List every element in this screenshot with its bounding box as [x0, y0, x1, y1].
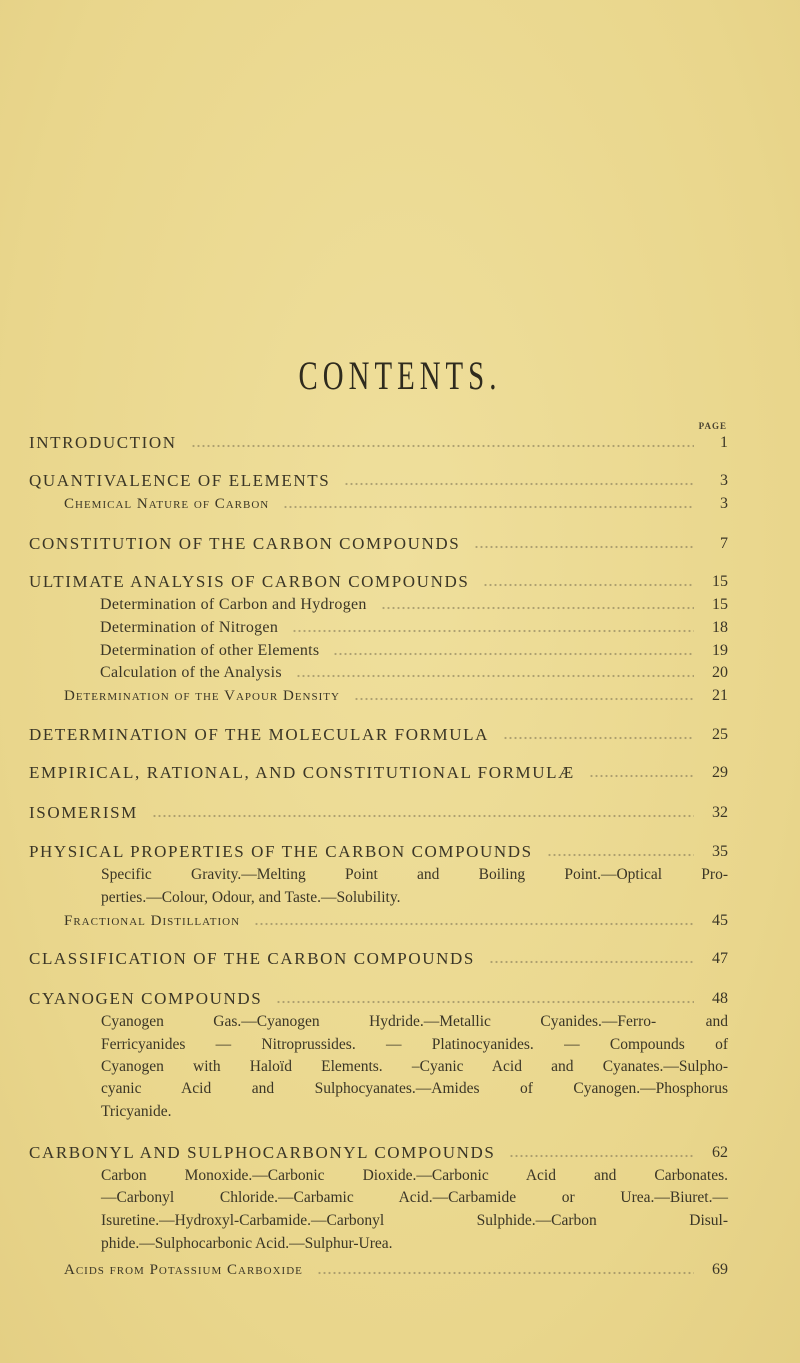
toc-entry-title: Acids from Potassium Carboxide — [64, 1262, 303, 1278]
toc-entry-description-line: Tricyanide. — [101, 1103, 172, 1120]
dot-leader — [317, 1270, 694, 1276]
dot-leader — [547, 852, 694, 858]
toc-entry — [29, 948, 728, 970]
dot-leader — [254, 921, 694, 927]
dot-leader — [354, 696, 694, 702]
toc-entry-description-line: cyanic Acid and Sulphocyanates.—Amides of Cyanogen.—Phosphorus — [101, 1080, 728, 1097]
toc-entry — [29, 571, 728, 593]
dot-leader — [333, 651, 694, 657]
toc-page-number: 32 — [712, 804, 728, 821]
toc-entry — [29, 762, 728, 784]
toc-entry — [100, 640, 728, 662]
page-title: CONTENTS. — [298, 353, 502, 398]
toc-entry-title: DETERMINATION OF THE MOLECULAR FORMULA — [29, 725, 489, 744]
dot-leader — [381, 605, 694, 611]
toc-entry-title: Determination of Carbon and Hydrogen — [100, 596, 367, 613]
toc-entry-description-line: —Carbonyl Chloride.—Carbamic Acid.—Carbamide or Urea.—Biuret.— — [101, 1189, 728, 1206]
dot-leader — [483, 582, 694, 588]
toc-page-number: 25 — [712, 726, 728, 743]
dot-leader — [296, 673, 694, 679]
dot-leader — [292, 628, 694, 634]
toc-entry — [29, 988, 728, 1010]
toc-entry — [29, 724, 728, 746]
dot-leader — [283, 504, 694, 510]
toc-page-number: 3 — [720, 495, 728, 512]
dot-leader — [489, 959, 694, 965]
dot-leader — [152, 813, 694, 819]
toc-page-number: 62 — [712, 1144, 728, 1161]
toc-entry-title: Determination of the Vapour Density — [64, 688, 340, 704]
toc-entry-title: PHYSICAL PROPERTIES OF THE CARBON COMPOUNDS — [29, 842, 533, 861]
toc-entry-title: Chemical Nature of Carbon — [64, 496, 270, 512]
toc-entry — [64, 1259, 728, 1281]
toc-page-number: 7 — [720, 535, 728, 552]
toc-entry-title: EMPIRICAL, RATIONAL, AND CONSTITUTIONAL FORMULÆ — [29, 763, 575, 782]
toc-entry-title: CLASSIFICATION OF THE CARBON COMPOUNDS — [29, 949, 475, 968]
toc-entry — [29, 432, 728, 454]
dot-leader — [191, 443, 694, 449]
toc-page-number: 15 — [712, 596, 728, 613]
toc-page-number: 18 — [712, 619, 728, 636]
toc-entry-title: CARBONYL AND SULPHOCARBONYL COMPOUNDS — [29, 1143, 496, 1162]
toc-entry — [29, 533, 728, 555]
toc-entry-description-line: phide.—Sulphocarbonic Acid.—Sulphur-Urea. — [101, 1235, 393, 1252]
toc-entry-title: Determination of Nitrogen — [100, 619, 279, 636]
toc-entry — [29, 470, 728, 492]
page-column-label: PAGE — [698, 421, 727, 431]
toc-entry-title: Fractional Distillation — [64, 913, 241, 929]
toc-page-number: 3 — [720, 472, 728, 489]
toc-entry — [64, 685, 728, 707]
toc-page-number: 21 — [712, 687, 728, 704]
toc-entry-title: QUANTIVALENCE OF ELEMENTS — [29, 471, 331, 490]
toc-entry — [100, 617, 728, 639]
toc-entry-title: ULTIMATE ANALYSIS OF CARBON COMPOUNDS — [29, 572, 470, 591]
toc-page-number: 1 — [720, 434, 728, 451]
toc-entry-description-line: Carbon Monoxide.—Carbonic Dioxide.—Carbonic Acid and Carbonates. — [101, 1167, 728, 1184]
toc-entry-description-line: Isuretine.—Hydroxyl-Carbamide.—Carbonyl Sulphide.—Carbon Disul- — [101, 1212, 728, 1229]
toc-entry — [100, 662, 728, 684]
toc-entry-description-line: Cyanogen Gas.—Cyanogen Hydride.—Metallic Cyanides.—Ferro- and — [101, 1013, 728, 1030]
toc-entry — [64, 910, 728, 932]
toc-entry — [29, 802, 728, 824]
toc-page-number: 20 — [712, 664, 728, 681]
toc-page-number: 15 — [712, 573, 728, 590]
toc-page-number: 69 — [712, 1261, 728, 1278]
toc-page-number: 19 — [712, 642, 728, 659]
toc-entry — [29, 841, 728, 863]
toc-entry-title: Calculation of the Analysis — [100, 664, 282, 681]
toc-page-number: 45 — [712, 912, 728, 929]
toc-entry-title: CONSTITUTION OF THE CARBON COMPOUNDS — [29, 534, 461, 553]
toc-entry — [64, 493, 728, 515]
toc-page-number: 47 — [712, 950, 728, 967]
toc-page-number: 48 — [712, 990, 728, 1007]
toc-entry — [100, 594, 728, 616]
toc-page-number: 29 — [712, 764, 728, 781]
toc-entry-description-line: Ferricyanides — Nitroprussides. — Platinocyanides. — Compounds of — [101, 1036, 728, 1053]
toc-entry-description-line: Specific Gravity.—Melting Point and Boiling Point.—Optical Pro- — [101, 866, 728, 883]
dot-leader — [509, 1153, 694, 1159]
toc-entry-description-line: Cyanogen with Haloïd Elements. –Cyanic Acid and Cyanates.—Sulpho- — [101, 1058, 728, 1075]
toc-page-number: 35 — [712, 843, 728, 860]
toc-entry-title: CYANOGEN COMPOUNDS — [29, 989, 263, 1008]
dot-leader — [503, 735, 694, 741]
toc-entry-title: ISOMERISM — [29, 803, 138, 822]
toc-entry-description-line: perties.—Colour, Odour, and Taste.—Solubility. — [101, 889, 401, 906]
toc-entry-title: Determination of other Elements — [100, 642, 320, 659]
dot-leader — [344, 481, 694, 487]
toc-entry — [29, 1142, 728, 1164]
dot-leader — [276, 999, 694, 1005]
dot-leader — [589, 773, 694, 779]
toc-entry-title: INTRODUCTION — [29, 433, 177, 452]
dot-leader — [474, 544, 694, 550]
